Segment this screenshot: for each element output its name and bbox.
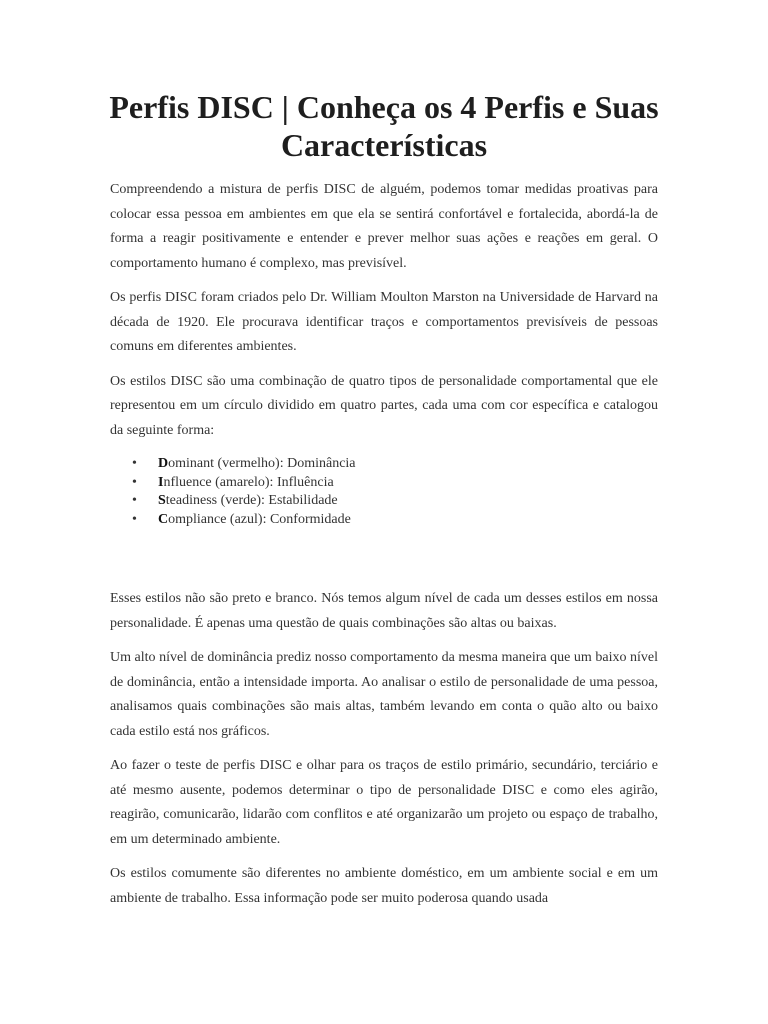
bullet-icon: • (132, 493, 137, 508)
paragraph-not-black-white: Esses estilos não são preto e branco. Nós temos algum nível de cada um desses estilos em nossa personalidade. É apenas uma questão de quais combinações são altas ou baixas. (110, 591, 658, 631)
blank-spacer (110, 529, 658, 587)
list-item-dominant (110, 455, 658, 474)
paragraph-dominance-level: Um alto nível de dominância prediz nosso comportamento da mesma maneira que um baixo nível de dominância, então a intensidade importa. Ao analisar o estilo de personalidade de uma pessoa, analisamos quais combinações são mais altas, também levando em conta o quão alto ou baixo cada estilo está nos gráficos. (110, 650, 658, 739)
list-item-text: ompliance (azul): Conformidade (168, 511, 351, 527)
list-item-initial: I (158, 474, 164, 490)
disc-list (110, 455, 658, 529)
list-item-text: ominant (vermelho): Dominância (168, 456, 356, 471)
bullet-icon: • (132, 474, 137, 490)
paragraph-history: Os perfis DISC foram criados pelo Dr. William Moulton Marston na Universidade de Harvard na década de 1920. Ele procurava identificar traços e comportamentos previsíveis de pessoas comuns em diferentes ambientes. (110, 290, 658, 354)
list-item-initial: S (158, 493, 166, 508)
page-title: Perfis DISC | Conheça os 4 Perfis e Suas Características (109, 89, 659, 163)
list-item-influence (110, 474, 658, 493)
paragraph-styles: Os estilos DISC são uma combinação de quatro tipos de personalidade comportamental que ele representou em um círculo dividido em quatro partes, cada uma com cor específica e catalogou da seguinte forma: (110, 373, 658, 438)
paragraph-disc-test: Ao fazer o teste de perfis DISC e olhar para os traços de estilo primário, secundário, terciário e até mesmo ausente, podemos determinar o tipo de personalidade DISC e como eles agirão, reagirão, comunicarão, lidarão com conflitos e até organizarão um projeto ou espaço de trabalho, em um determinado ambiente. (110, 758, 658, 847)
paragraph-intro: Compreendendo a mistura de perfis DISC de alguém, podemos tomar medidas proativas para colocar essa pessoa em ambientes em que ela se sentirá confortável e fortalecida, abordá-la de forma a reagir positivamente e entender e prever melhor suas ações e reações em geral. O comportamento humano é complexo, mas previsível. (110, 182, 658, 271)
list-item-text: nfluence (amarelo): Influência (163, 474, 334, 490)
bullet-icon: • (132, 511, 137, 527)
bullet-icon: • (132, 456, 137, 471)
list-item-steadiness (110, 492, 658, 511)
paragraph-environments: Os estilos comumente são diferentes no ambiente doméstico, em um ambiente social e em um ambiente de trabalho. Essa informação pode ser muito poderosa quando usada (110, 866, 658, 906)
list-item-initial: D (158, 456, 169, 471)
list-item-initial: C (158, 511, 169, 527)
list-item-compliance (110, 511, 658, 530)
document-body (110, 178, 658, 921)
list-item-text: teadiness (verde): Estabilidade (165, 493, 338, 508)
